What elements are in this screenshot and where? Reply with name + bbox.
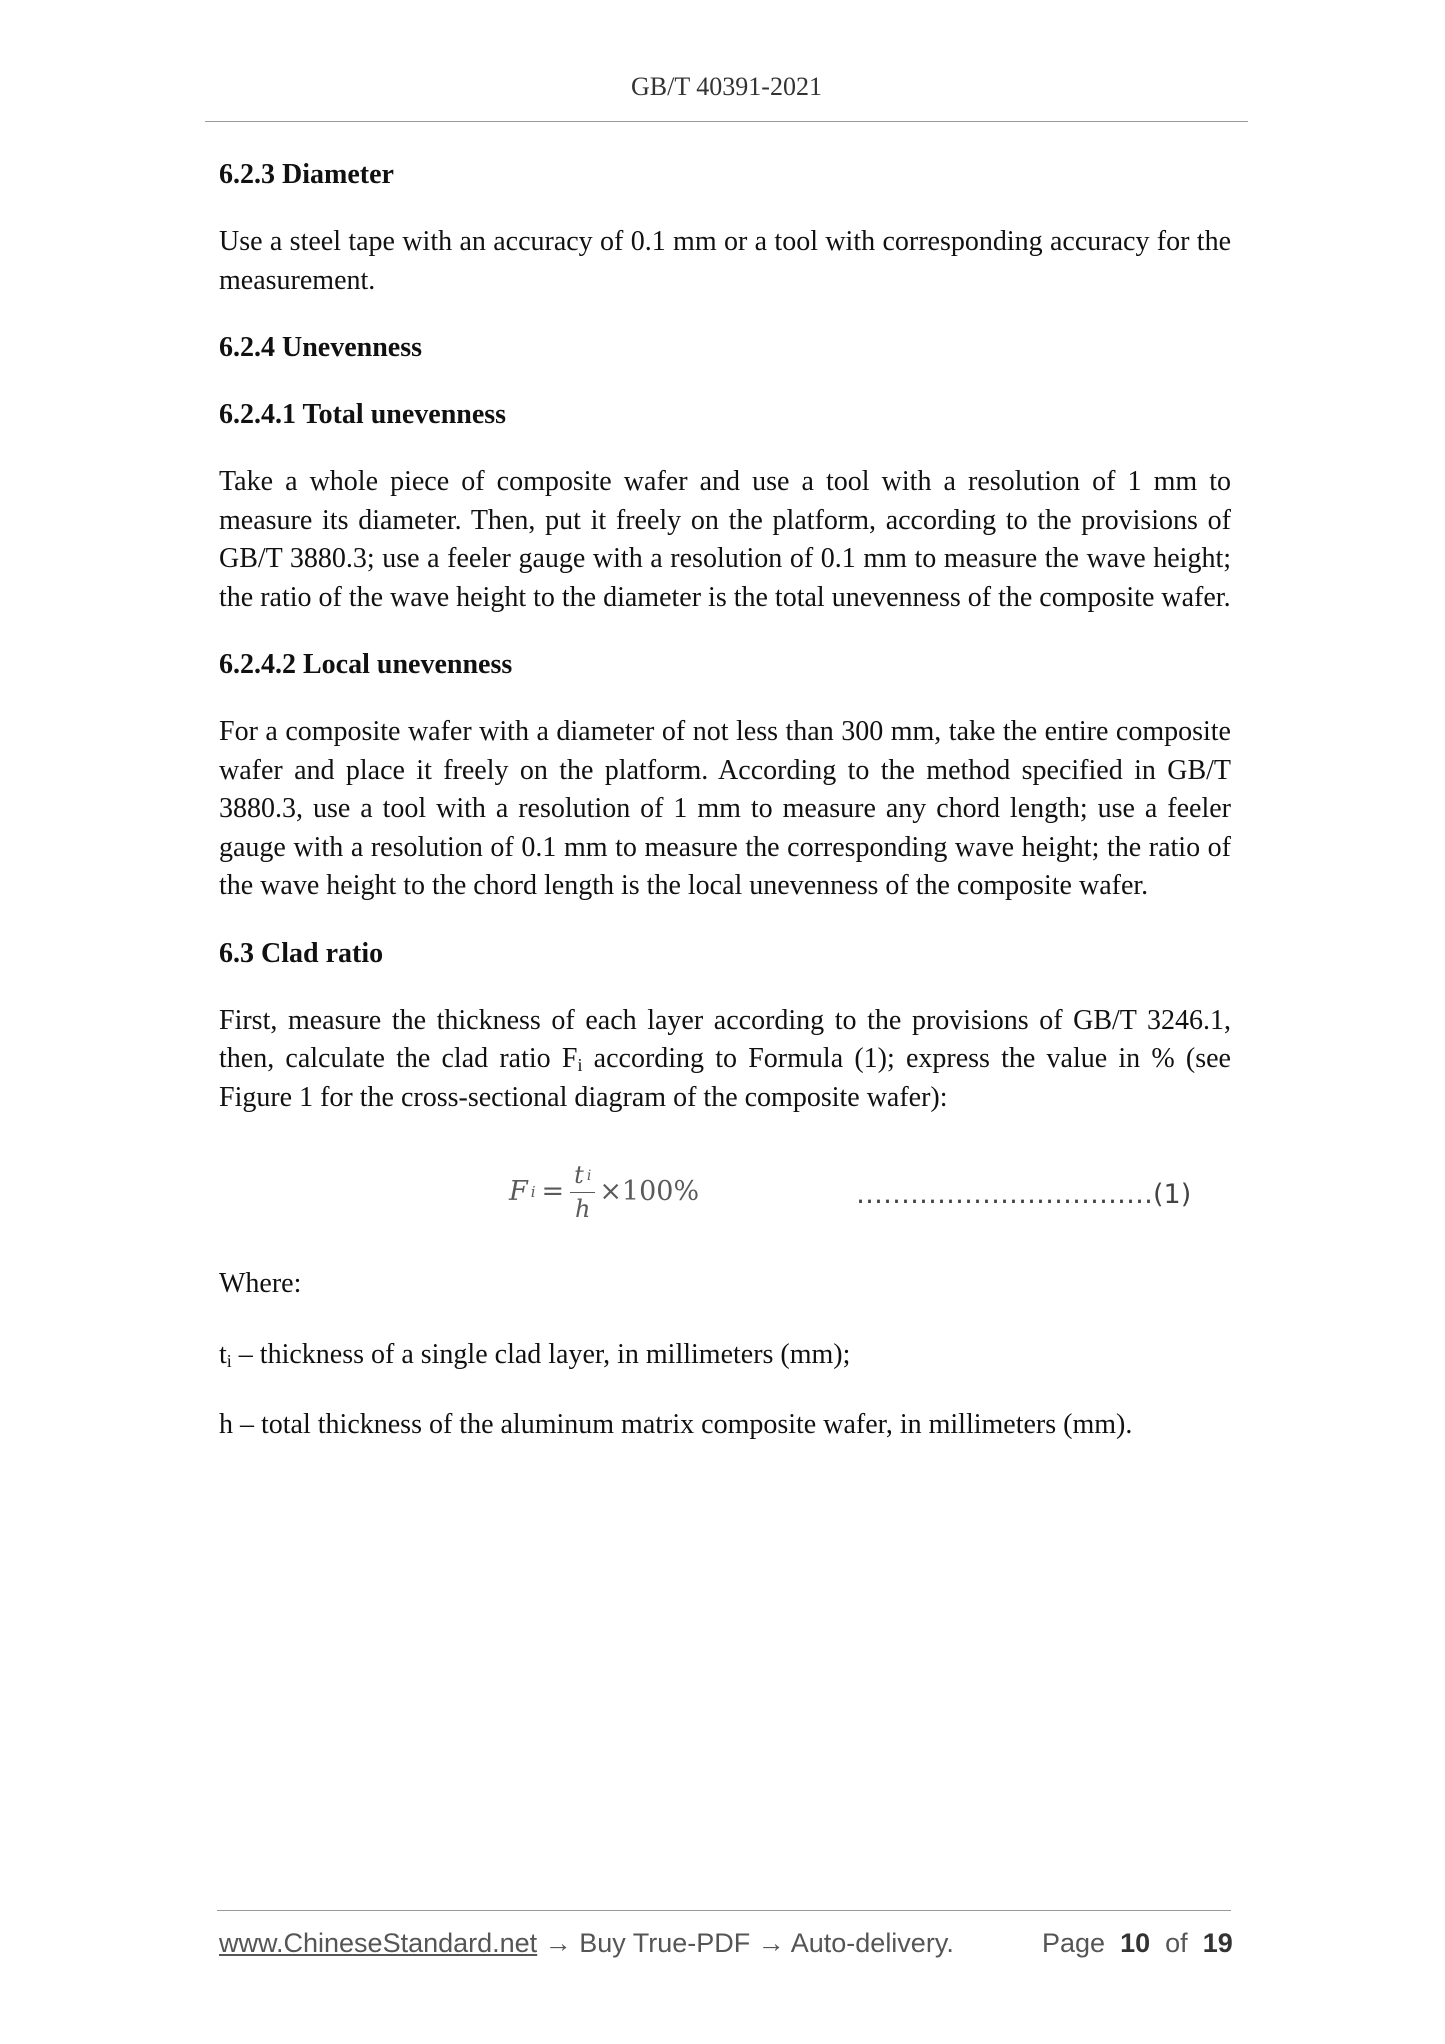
definition-ti-text: – thickness of a single clad layer, in millimeters (mm); [231, 1338, 851, 1370]
of-label: of [1165, 1928, 1188, 1958]
definition-ti [219, 1336, 1231, 1375]
page-footer [219, 1928, 1231, 1959]
formula-fraction [570, 1160, 595, 1224]
page-indicator [1042, 1928, 1233, 1959]
definition-h [219, 1406, 1231, 1445]
website-link[interactable]: www.ChineseStandard.net [219, 1928, 538, 1958]
definition-h-symbol: h [219, 1409, 233, 1440]
definition-ti-symbol: t [219, 1338, 227, 1370]
page-total: 19 [1202, 1928, 1233, 1958]
heading-6-2-4-2: 6.2.4.2 Local unevenness [219, 649, 513, 680]
formula-lhs-sub: i [530, 1182, 536, 1201]
definition-ti-subscript: i [226, 1350, 232, 1371]
clad-ratio-text-b: according to Formula (1); express the value in % (see Figure 1 for the cross-sectional diagram of the composite wafer): [219, 1043, 1231, 1113]
header-divider [205, 121, 1248, 122]
page-label: Page [1042, 1928, 1106, 1958]
document-body [219, 156, 1231, 1474]
footer-divider [217, 1910, 1231, 1911]
formula-multiplier: ×100% [599, 1175, 700, 1207]
formula-number: ……………………………(1) [856, 1179, 1192, 1210]
formula-denominator: h [575, 1195, 591, 1223]
definition-h-text: – total thickness of the aluminum matrix composite wafer, in millimeters (mm). [233, 1409, 1133, 1440]
formula-numerator-sub: i [586, 1168, 592, 1184]
formula-equals: = [541, 1175, 565, 1207]
formula-numerator [570, 1160, 595, 1193]
formula-lhs: F [509, 1175, 528, 1207]
page-number: 10 [1120, 1928, 1151, 1958]
paragraph-total-unevenness: Take a whole piece of composite wafer and use a tool with a resolution of 1 mm to measure its diameter. Then, put it freely on the platform, according to the provisions of GB/T 3880.3; use a feeler gauge with a resolution of 0.1 mm to measure the wave height; the ratio of the wave height to the diameter is the total unevenness of the composite wafer. [219, 466, 1231, 613]
where-label: Where: [219, 1268, 302, 1299]
paragraph-local-unevenness: For a composite wafer with a diameter of not less than 300 mm, take the entire composite wafer and place it freely on the platform. According to the method specified in GB/T 3880.3, use a tool with a resolution of 1 mm to measure any chord length; use a feeler gauge with a resolution of 0.1 mm to measure the corresponding wave height; the ratio of the wave height to the chord length is the local unevenness of the composite wafer. [219, 716, 1231, 901]
clad-ratio-subscript: i [577, 1055, 583, 1075]
heading-6-2-4-1: 6.2.4.1 Total unevenness [219, 399, 507, 430]
heading-6-2-3: 6.2.3 Diameter [219, 159, 394, 190]
footer-tagline: → Buy True-PDF → Auto-delivery. [537, 1928, 954, 1958]
heading-6-2-4: 6.2.4 Unevenness [219, 332, 423, 363]
formula-numerator-sym: t [574, 1161, 584, 1189]
formula-block [219, 1146, 1231, 1242]
paragraph-diameter: Use a steel tape with an accuracy of 0.1 mm or a tool with corresponding accuracy for the measurement. [219, 226, 1231, 296]
document-header: GB/T 40391-2021 [631, 72, 822, 101]
clad-ratio-text-a: First, measure the thickness of each layer according to the provisions of GB/T 3246.1, then, calculate the clad ratio F [219, 1004, 1231, 1074]
paragraph-clad-ratio [219, 1002, 1231, 1118]
heading-6-3: 6.3 Clad ratio [219, 937, 384, 969]
formula-expression [509, 1152, 699, 1232]
